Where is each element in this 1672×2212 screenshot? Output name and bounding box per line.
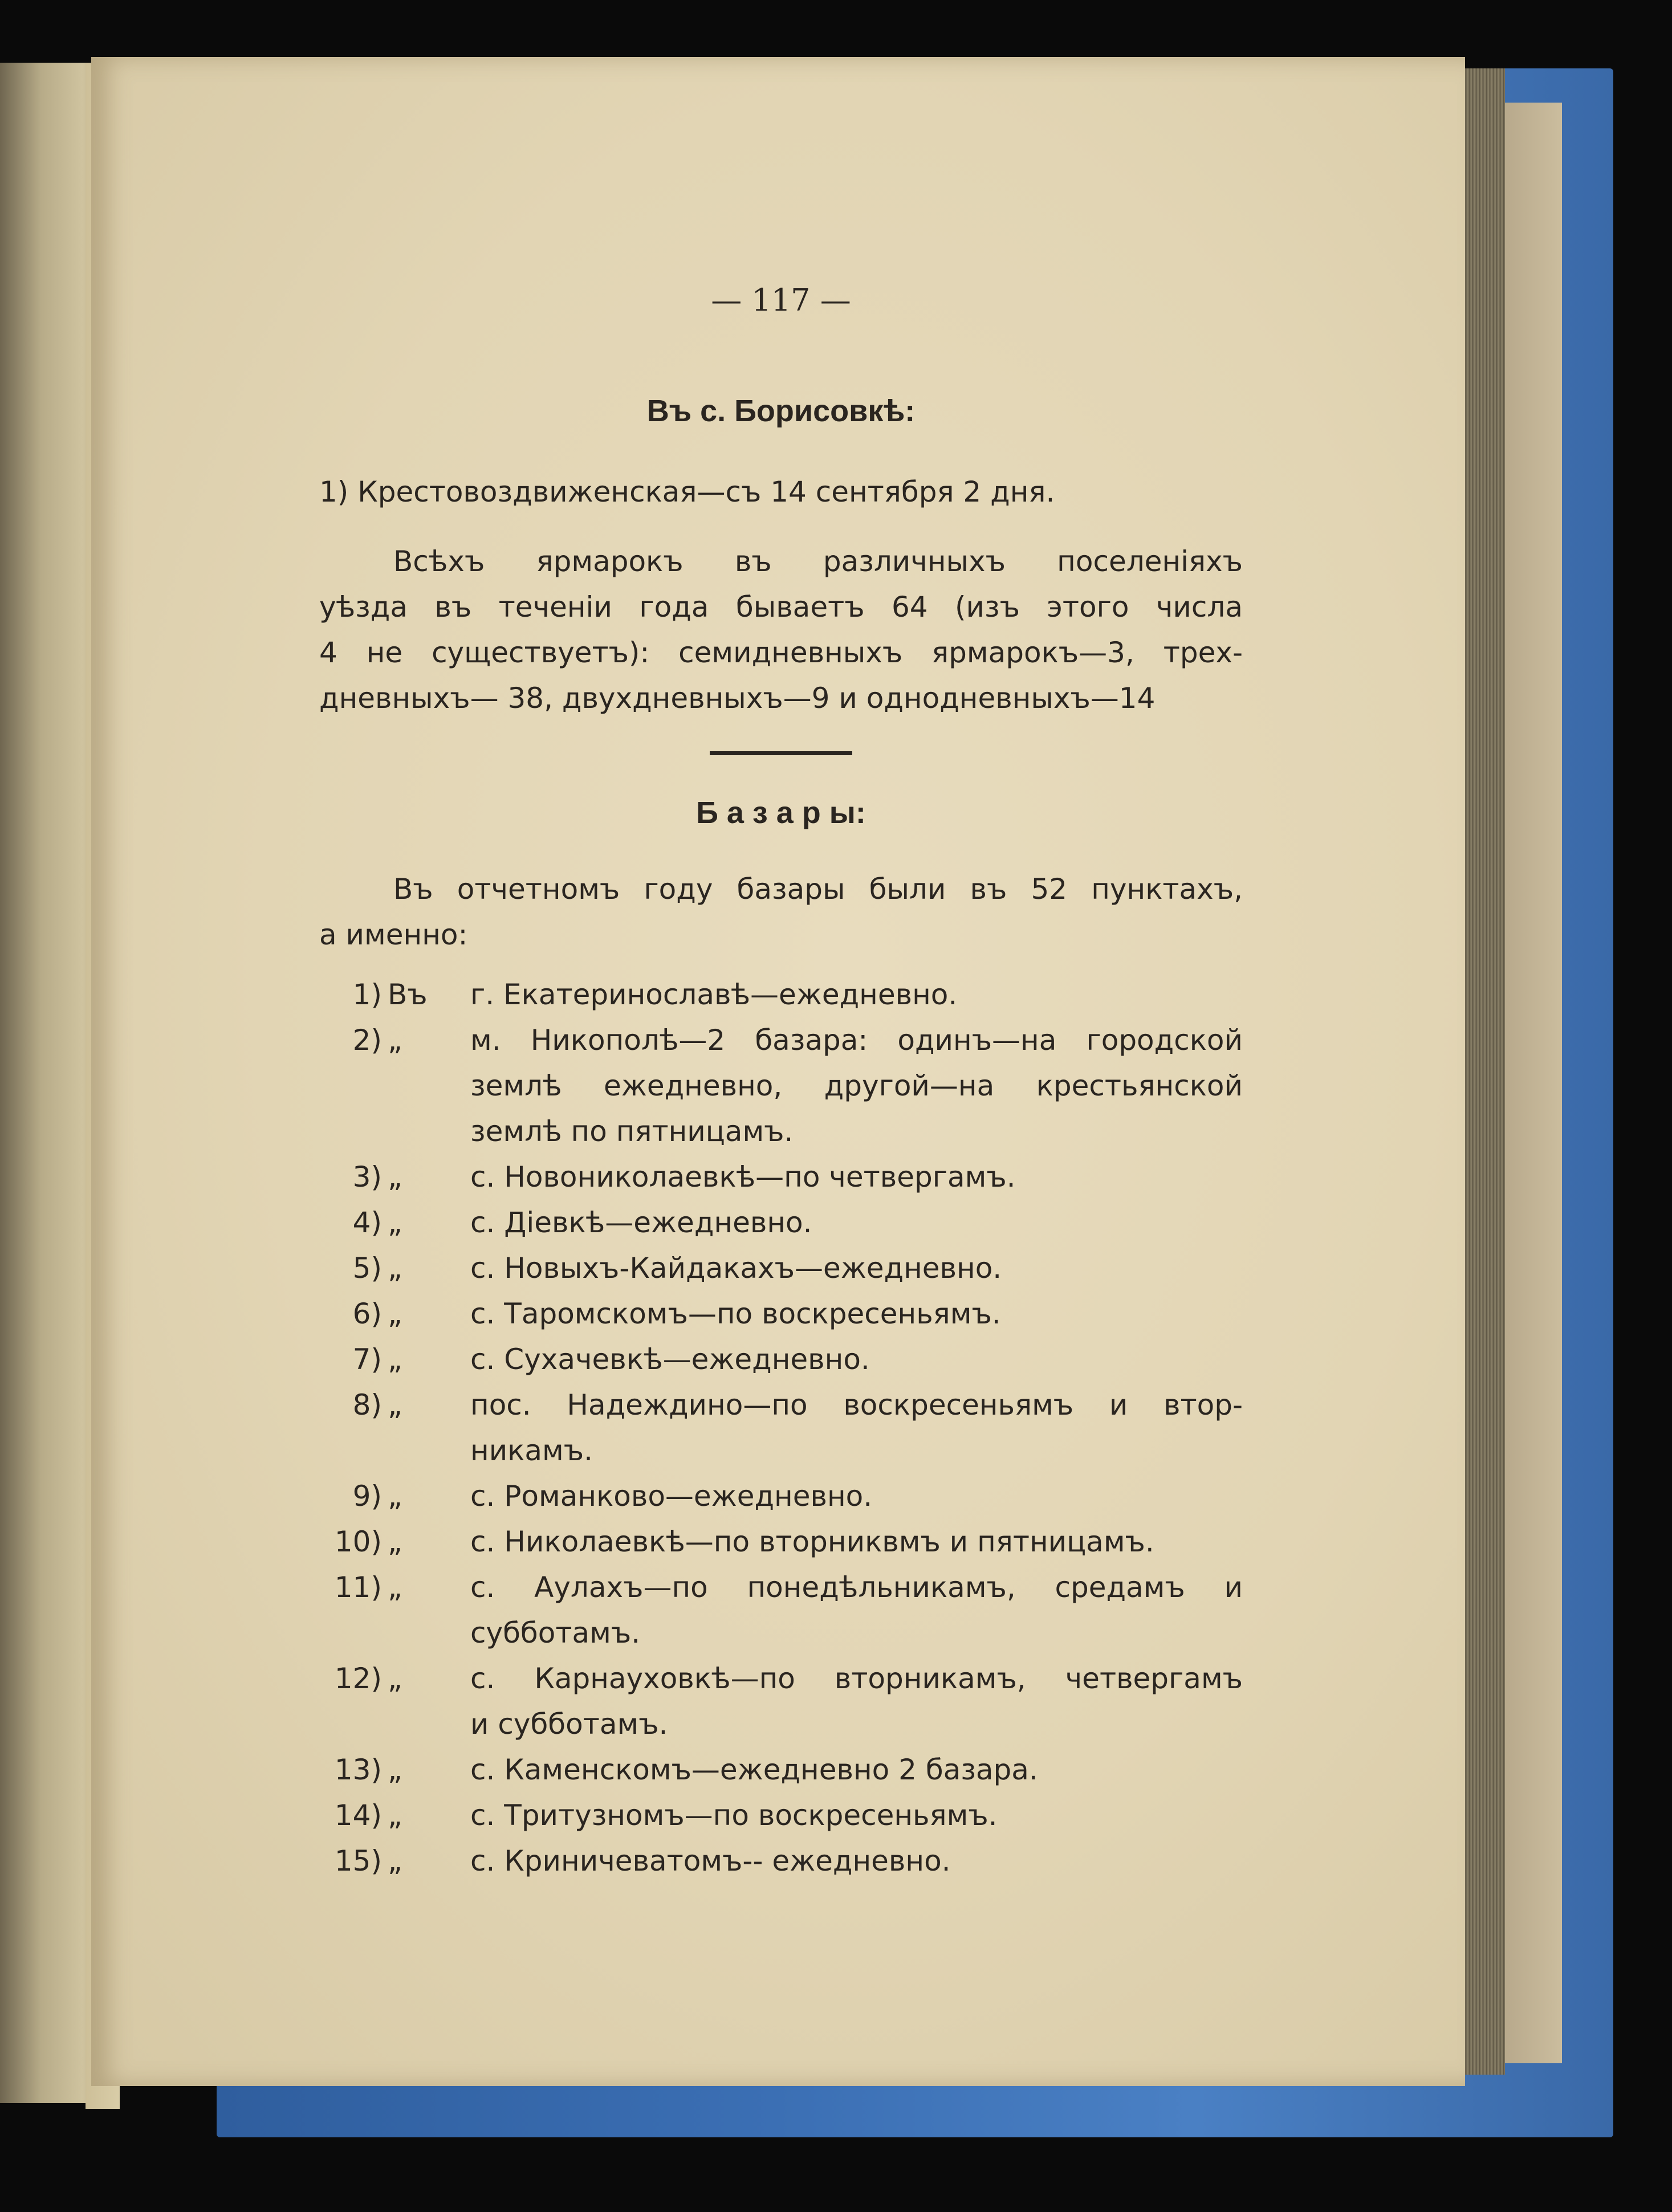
- item-number: 13): [334, 1753, 382, 1786]
- item-number: 7): [352, 1343, 382, 1376]
- item-number: 12): [334, 1662, 382, 1695]
- item-prefix: „: [388, 1662, 402, 1695]
- item-text: с. Новониколаевкѣ—по четвергамъ.: [470, 1160, 1016, 1193]
- item-text: с. Тритузномъ—по воскресеньямъ.: [470, 1799, 998, 1832]
- item-text: с. Каменскомъ—ежедневно 2 базара.: [470, 1753, 1038, 1786]
- item-text: с. Новыхъ-Кайдакахъ—ежедневно.: [470, 1252, 1002, 1285]
- item-prefix: „: [388, 1024, 402, 1057]
- item-number: 1): [352, 978, 382, 1011]
- item-number: 11): [334, 1571, 382, 1604]
- back-board: [1499, 103, 1562, 2063]
- item-number: 5): [352, 1252, 382, 1285]
- item-prefix: „: [388, 1525, 402, 1558]
- section-divider: [710, 751, 852, 755]
- item-number: 15): [334, 1844, 382, 1877]
- page-edges: [1459, 68, 1505, 2075]
- item-text: с. Таромскомъ—по воскресеньямъ.: [470, 1297, 1001, 1330]
- item-prefix: „: [388, 1571, 402, 1604]
- page-number: — 117 —: [711, 282, 851, 318]
- summary-line: уѣзда въ теченіи года бываетъ 64 (изъ этого числа: [319, 590, 1243, 624]
- item-prefix: „: [388, 1160, 402, 1193]
- right-page: [91, 57, 1465, 2086]
- item-text: с. Николаевкѣ—по вторниквмъ и пятницамъ.: [470, 1525, 1154, 1558]
- item-text: с. Криничеватомъ-- ежедневно.: [470, 1844, 951, 1877]
- item-prefix: „: [388, 1480, 402, 1513]
- item-text: субботамъ.: [470, 1616, 641, 1649]
- summary-line: дневныхъ— 38, двухдневныхъ—9 и однодневныхъ—14: [319, 682, 1156, 715]
- item-prefix: „: [388, 1206, 402, 1239]
- item-number: 9): [352, 1480, 382, 1513]
- item-prefix: „: [388, 1844, 402, 1877]
- item-prefix: Въ: [388, 978, 428, 1011]
- item-number: 10): [334, 1525, 382, 1558]
- item-text: г. Екатеринославѣ—ежедневно.: [470, 978, 958, 1011]
- item-number: 2): [352, 1024, 382, 1057]
- item-text: землѣ по пятницамъ.: [470, 1115, 794, 1148]
- item-number: 8): [352, 1388, 382, 1421]
- item-text: с. Діевкѣ—ежедневно.: [470, 1206, 812, 1239]
- item-text: с. Сухачевкѣ—ежедневно.: [470, 1343, 870, 1376]
- item-text: пос. Надеждино—по воскресеньямъ и втор-: [470, 1388, 1243, 1421]
- intro-line: Въ отчетномъ году базары были въ 52 пунктахъ,: [393, 873, 1243, 906]
- item-number: 4): [352, 1206, 382, 1239]
- item-text: с. Романково—ежедневно.: [470, 1480, 873, 1513]
- item-number: 14): [334, 1799, 382, 1832]
- item-prefix: „: [388, 1343, 402, 1376]
- summary-line: Всѣхъ ярмарокъ въ различныхъ поселеніяхъ: [393, 545, 1243, 578]
- item-text: и субботамъ.: [470, 1708, 668, 1741]
- item-text: с. Карнауховкѣ—по вторникамъ, четвергамъ: [470, 1662, 1243, 1695]
- item-text: землѣ ежедневно, другой—на крестьянской: [470, 1069, 1243, 1102]
- intro-line: а именно:: [319, 918, 468, 951]
- heading-bazary: Б а з а р ы:: [696, 796, 866, 830]
- item-text: м. Никополѣ—2 базара: одинъ—на городской: [470, 1024, 1243, 1057]
- heading-borisovka: Въ с. Борисовкѣ:: [646, 394, 916, 428]
- item-number: 6): [352, 1297, 382, 1330]
- fair-line: 1) Крестовоздвиженская—съ 14 сентября 2 дня.: [319, 475, 1055, 508]
- item-prefix: „: [388, 1753, 402, 1786]
- item-text: с. Аулахъ—по понедѣльникамъ, средамъ и: [470, 1571, 1243, 1604]
- summary-line: 4 не существуетъ): семидневныхъ ярмарокъ—3, трех-: [319, 636, 1243, 669]
- item-prefix: „: [388, 1297, 402, 1330]
- item-prefix: „: [388, 1252, 402, 1285]
- item-number: 3): [352, 1160, 382, 1193]
- item-prefix: „: [388, 1388, 402, 1421]
- item-text: никамъ.: [470, 1434, 593, 1467]
- item-prefix: „: [388, 1799, 402, 1832]
